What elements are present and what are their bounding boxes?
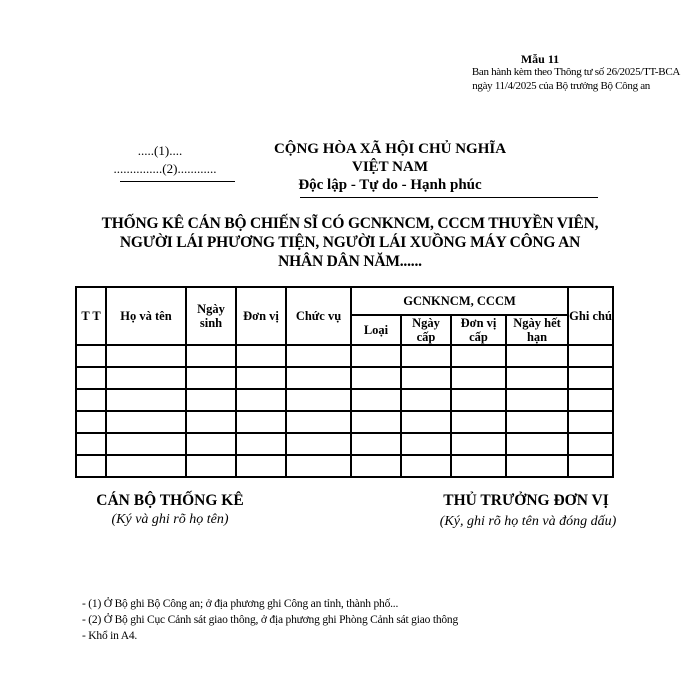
document-title-line1: THỐNG KÊ CÁN BỘ CHIẾN SĨ CÓ GCNKNCM, CCCM THUYỀN VIÊN, — [101, 215, 599, 232]
agency-line2: ...............(2)............ — [113, 161, 217, 176]
table-cell — [106, 389, 186, 411]
table-cell — [186, 345, 236, 367]
col-note-header: Ghi chú — [568, 287, 613, 345]
national-title-line1: CỘNG HÒA XÃ HỘI CHỦ NGHĨA — [273, 141, 507, 157]
table-row — [76, 389, 613, 411]
table-row — [76, 455, 613, 477]
cert-group-header: GCNKNCM, CCCM — [351, 287, 568, 315]
table-cell — [286, 433, 351, 455]
form-number: Mẫu 11 — [520, 52, 560, 66]
col-name-header: Họ và tên — [106, 287, 186, 345]
table-cell — [506, 389, 568, 411]
table-cell — [351, 455, 401, 477]
footnote-3: - Khổ in A4. — [82, 630, 138, 642]
table-cell — [351, 345, 401, 367]
footnote-1: - (1) Ở Bộ ghi Bộ Công an; ở địa phương ghi Công an tỉnh, thành phố... — [82, 598, 399, 610]
table-cell — [106, 455, 186, 477]
table-cell — [76, 411, 106, 433]
table-cell — [451, 411, 506, 433]
table-cell — [401, 345, 451, 367]
document-title-line3: NHÂN DÂN NĂM...... — [278, 253, 422, 270]
national-motto: Độc lập - Tự do - Hạnh phúc — [298, 177, 482, 193]
agency-line1: .....(1).... — [137, 143, 183, 158]
table-cell — [568, 455, 613, 477]
table-cell — [506, 367, 568, 389]
footnote-2: - (2) Ở Bộ ghi Cục Cảnh sát giao thông, ở địa phương ghi Phòng Cảnh sát giao thông — [82, 614, 459, 626]
table-cell — [351, 411, 401, 433]
col-position-header: Chức vụ — [286, 287, 351, 345]
table-cell — [76, 345, 106, 367]
statistician-note: (Ký và ghi rõ họ tên) — [111, 512, 229, 527]
table-cell — [451, 345, 506, 367]
col-tt-header: T T — [76, 287, 106, 345]
table-cell — [236, 433, 286, 455]
statistics-table — [75, 286, 614, 478]
table-cell — [76, 367, 106, 389]
table-cell — [286, 455, 351, 477]
form-reference-line1: Ban hành kèm theo Thông tư số 26/2025/TT-BCA — [471, 66, 680, 78]
table-cell — [286, 367, 351, 389]
table-cell — [506, 411, 568, 433]
col-issuer-header: Đơn vị cấp — [451, 315, 506, 345]
table-row — [76, 345, 613, 367]
table-row — [76, 411, 613, 433]
table-cell — [568, 345, 613, 367]
table-cell — [506, 433, 568, 455]
table-cell — [401, 389, 451, 411]
agency-underline — [120, 181, 235, 182]
document-title — [70, 214, 630, 271]
unit-head-note: (Ký, ghi rõ họ tên và đóng dấu) — [439, 514, 617, 529]
table-cell — [568, 433, 613, 455]
table-cell — [106, 367, 186, 389]
table-cell — [451, 367, 506, 389]
motto-underline — [300, 197, 598, 198]
table-cell — [186, 433, 236, 455]
table-cell — [451, 455, 506, 477]
table-cell — [351, 389, 401, 411]
table-cell — [351, 433, 401, 455]
table-cell — [451, 433, 506, 455]
table-cell — [286, 411, 351, 433]
form-reference-line2: ngày 11/4/2025 của Bộ trưởng Bộ Công an — [472, 80, 650, 92]
unit-head-title: THỦ TRƯỞNG ĐƠN VỊ — [443, 492, 609, 509]
table-cell — [76, 433, 106, 455]
table-cell — [401, 455, 451, 477]
table-cell — [106, 411, 186, 433]
table-cell — [236, 345, 286, 367]
table-cell — [401, 411, 451, 433]
table-cell — [186, 367, 236, 389]
col-issue-date-header: Ngày cấp — [401, 315, 451, 345]
table-cell — [76, 389, 106, 411]
table-cell — [236, 389, 286, 411]
table-cell — [506, 455, 568, 477]
document-title-line2: NGƯỜI LÁI PHƯƠNG TIỆN, NGƯỜI LÁI XUỒNG MÁY CÔNG AN — [119, 234, 581, 251]
table-cell — [236, 455, 286, 477]
table-cell — [401, 367, 451, 389]
col-type-header: Loại — [351, 315, 401, 345]
table-cell — [236, 367, 286, 389]
table-row — [76, 367, 613, 389]
col-unit-header: Đơn vị — [236, 287, 286, 345]
statistician-title: CÁN BỘ THỐNG KÊ — [96, 492, 244, 509]
table-row — [76, 433, 613, 455]
table-cell — [568, 411, 613, 433]
national-title-line2: VIỆT NAM — [352, 159, 428, 175]
table-cell — [236, 411, 286, 433]
table-cell — [106, 345, 186, 367]
table-cell — [186, 411, 236, 433]
table-cell — [568, 367, 613, 389]
table-cell — [568, 389, 613, 411]
col-expiry-header: Ngày hết hạn — [506, 315, 568, 345]
table-cell — [351, 367, 401, 389]
table-cell — [286, 345, 351, 367]
table-cell — [106, 433, 186, 455]
table-cell — [286, 389, 351, 411]
table-cell — [506, 345, 568, 367]
table-cell — [451, 389, 506, 411]
table-cell — [401, 433, 451, 455]
table-cell — [186, 389, 236, 411]
table-cell — [76, 455, 106, 477]
table-cell — [186, 455, 236, 477]
col-dob-header: Ngày sinh — [186, 287, 236, 345]
